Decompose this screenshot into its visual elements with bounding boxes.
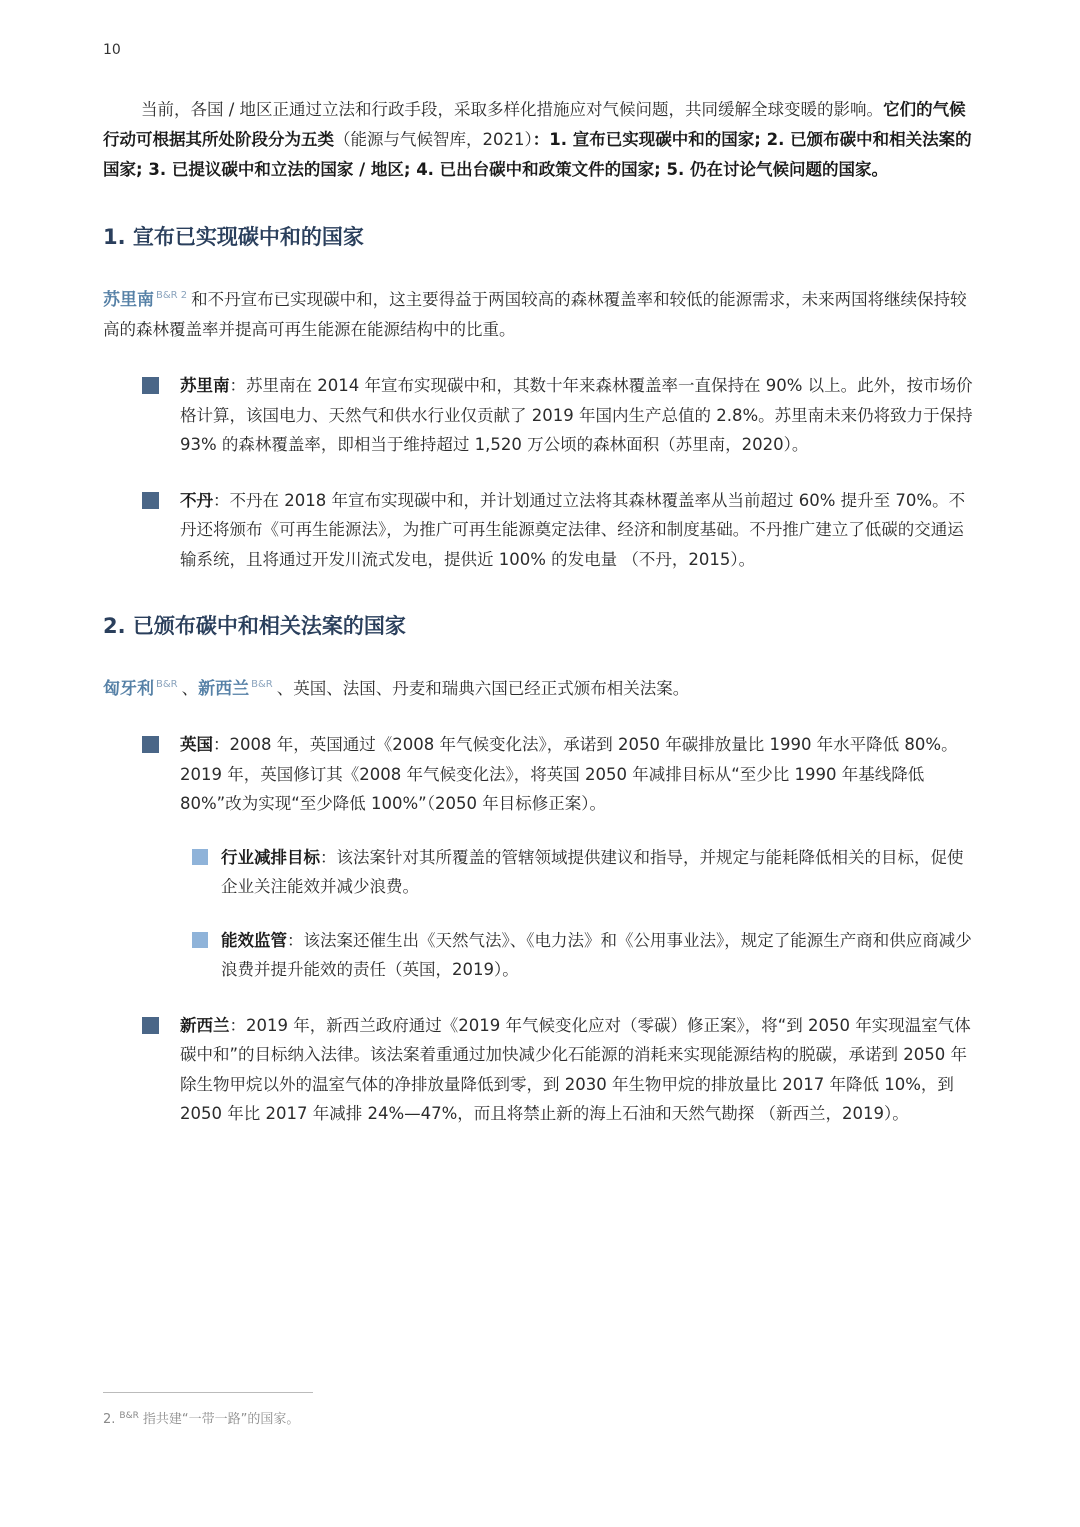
sub-bullet-efficiency-regulation (103, 926, 978, 985)
section-2-lead-text: 、英国、法国、丹麦和瑞典六国已经正式颁布相关法案。 (276, 679, 690, 698)
bullet-title: 不丹 (180, 490, 213, 510)
square-bullet-icon (142, 1017, 159, 1034)
intro-paragraph (103, 95, 978, 185)
square-bullet-icon (142, 736, 159, 753)
sub-bullet-sector-targets (103, 843, 978, 902)
square-bullet-icon (142, 377, 159, 394)
bullet-new-zealand (103, 1011, 978, 1129)
section-2-heading: 2. 已颁布碳中和相关法案的国家 (103, 614, 406, 638)
section-1-heading: 1. 宣布已实现碳中和的国家 (103, 225, 364, 249)
intro-bold-lead: 它们的气候行动可根据其所处阶段分为五类 (103, 100, 966, 149)
lead-country-hungary: 匈牙利 (103, 679, 154, 699)
bullet-title: 英国 (180, 735, 213, 754)
intro-citation: （能源与气候智库，2021） (334, 130, 533, 149)
lead-country-suriname: 苏里南 (103, 290, 154, 310)
sub-bullet-text: ：该法案针对其所覆盖的管辖领域提供建议和指导，并规定与能耗降低相关的目标，促使企业关注能效并减少浪费。 (221, 847, 964, 896)
bullet-text: ：不丹在 2018 年宣布实现碳中和，并计划通过立法将其森林覆盖率从当前超过 60% 提升至 70%。不丹还将颁布《可再生能源法》，为推广可再生能源奠定法律、经济和制度基础。不丹推广建立了低碳的交通运输系统，且将通过开发川流式发电，提供近 100% 的发电量 （不丹，2015）。 (180, 490, 966, 569)
lead-separator: 、 (181, 679, 199, 698)
footnote-number: 2. (103, 1412, 116, 1427)
bullet-suriname (103, 371, 978, 460)
footnote (103, 1408, 299, 1427)
footnote-divider (103, 1392, 313, 1393)
square-sub-bullet-icon (192, 932, 208, 948)
square-sub-bullet-icon (192, 849, 208, 865)
bullet-title: 新西兰 (180, 1015, 230, 1035)
bullet-text: ：2019 年，新西兰政府通过《2019 年气候变化应对（零碳）修正案》，将“到 2050 年实现温室气体碳中和”的目标纳入法律。该法案着重通过加快减少化石能源的消耗来实现能源结构的脱碳，承诺到 2050 年除生物甲烷以外的温室气体的净排放量降低到零，到 2030 年生物甲烷的排放量比 2017 年降低 10%，到 2050 年比 2017 年减排 24%—47%，而且将禁止新的海上石油和天然气勘探 （新西兰，2019）。 (180, 1015, 971, 1123)
square-bullet-icon (142, 492, 159, 509)
intro-bold-categories: ：1. 宣布已实现碳中和的国家; 2. 已颁布碳中和相关法案的国家; 3. 已提议碳中和立法的国家 / 地区; 4. 已出台碳中和政策文件的国家; 5. 仍在讨论气候问题的国家。 (103, 130, 972, 179)
footnote-br-tag: B&R (119, 1411, 139, 1421)
intro-plain: 当前，各国 / 地区正通过立法和行政手段，采取多样化措施应对气候问题，共同缓解全球变暖的影响。 (141, 100, 884, 119)
br-tag: B&R (156, 679, 178, 690)
section-1-lead (103, 281, 978, 345)
sub-bullet-title: 行业减排目标 (221, 847, 320, 867)
bullet-text: ：苏里南在 2014 年宣布实现碳中和，其数十年来森林覆盖率一直保持在 90% 以上。此外，按市场价格计算，该国电力、天然气和供水行业仅贡献了 2019 年国内生产总值的 2.8%。苏里南未来仍将致力于保持93% 的森林覆盖率，即相当于维持超过 1,520 万公顷的森林面积（苏里南，2020）。 (180, 376, 973, 454)
page-number: 10 (103, 42, 121, 58)
section-1-lead-text: 和不丹宣布已实现碳中和，这主要得益于两国较高的森林覆盖率和较低的能源需求，未来两国将继续保持较高的森林覆盖率并提高可再生能源在能源结构中的比重。 (103, 290, 967, 339)
bullet-title: 苏里南 (180, 376, 230, 395)
bullet-text: ：2008 年，英国通过《2008 年气候变化法》，承诺到 2050 年碳排放量比 1990 年水平降低 80%。2019 年，英国修订其《2008 年气候变化法》，将英国 2050 年减排目标从“至少比 1990 年基线降低 80%”改为实现“至少降低 100%”（2050 年目标修正案）。 (180, 735, 958, 813)
lead-country-new-zealand: 新西兰 (198, 679, 250, 699)
br-footnote-ref: B&R 2 (156, 290, 188, 301)
sub-bullet-title: 能效监管 (221, 930, 287, 950)
sub-bullet-text: ：该法案还催生出《天然气法》、《电力法》和《公用事业法》，规定了能源生产商和供应商减少浪费并提升能效的责任（英国，2019）。 (221, 930, 972, 979)
page-content (103, 95, 978, 1129)
bullet-bhutan (103, 486, 978, 575)
br-tag: B&R (251, 679, 273, 690)
section-2-lead (103, 670, 978, 704)
bullet-uk (103, 730, 978, 819)
footnote-text: 指共建“一带一路”的国家。 (142, 1412, 300, 1427)
